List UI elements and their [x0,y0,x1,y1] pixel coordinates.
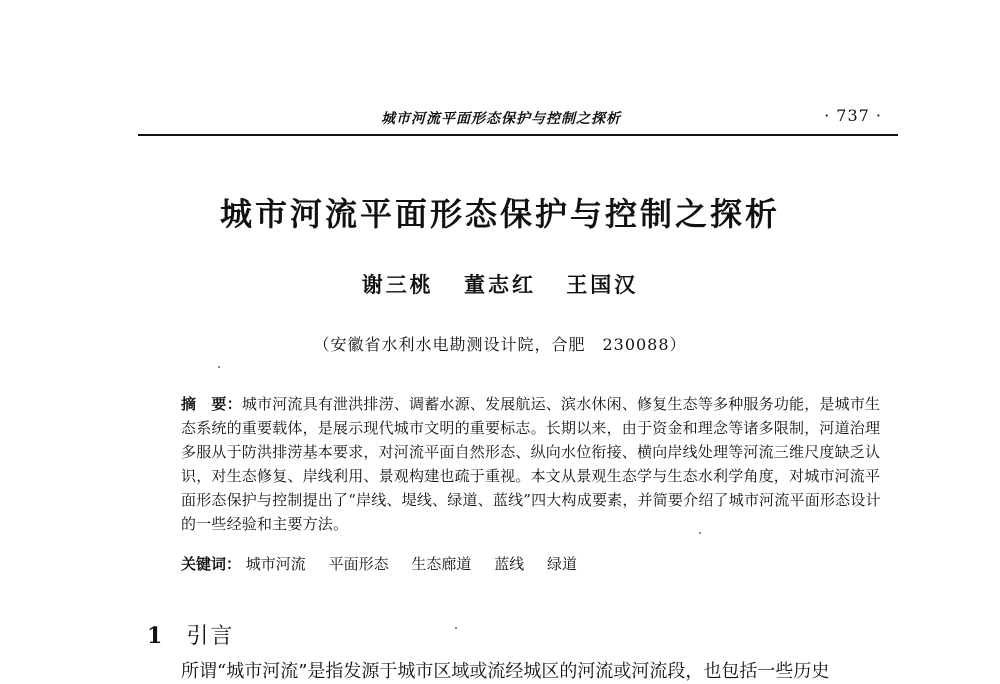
author-name: 谢三桃 [361,272,434,297]
header-rule [138,134,898,136]
article-title: 城市河流平面形态保护与控制之探析 [219,195,780,233]
keyword: 城市河流 [245,555,306,573]
page-number: · 737 · [824,106,882,125]
keyword: 绿道 [546,555,577,573]
scan-speck [218,366,220,368]
keyword: 蓝线 [494,555,525,573]
author-affiliation: （安徽省水利水电勘测设计院，合肥 230088） [313,335,687,354]
keyword-list [241,555,595,573]
keywords-block [181,552,891,576]
scan-speck [699,532,701,534]
running-title: 城市河流平面形态保护与控制之探析 [381,111,621,127]
scan-speck [455,627,457,629]
running-header [138,104,898,134]
keyword: 平面形态 [328,555,389,573]
keyword: 生态廊道 [411,555,472,573]
abstract-label: 摘 要： [181,395,242,413]
abstract-text: 城市河流具有泄洪排涝、调蓄水源、发展航运、滨水休闲、修复生态等多种服务功能，是城市生态系统的重要载体，是展示现代城市文明的重要标志。长期以来，由于资金和理念等诸多限制，河道治理多服从于防洪排涝基本要求，对河流平面自然形态、纵向水位衔接、横向岸线处理等河流三维尺度缺乏认识，对生态修复、岸线利用、景观构建也疏于重视。本文从景观生态学与生态水利学角度，对城市河流平面形态保护与控制提出了“岸线、堤线、绿道、蓝线”四大构成要素，并简要介绍了城市河流平面形态设计的一些经验和主要方法。 [181,395,881,533]
author-list [0,270,1000,300]
section-number: 1 [147,623,165,649]
keywords-label: 关键词： [181,555,242,573]
section-heading [147,622,234,651]
body-text-line: 所谓“城市河流”是指发源于城市区域或流经城区的河流或河流段，也包括一些历史 [181,661,830,682]
section-title: 引言 [186,624,235,649]
author-name: 王国汉 [566,272,639,297]
abstract-block [181,392,891,536]
author-name: 董志红 [464,272,536,297]
